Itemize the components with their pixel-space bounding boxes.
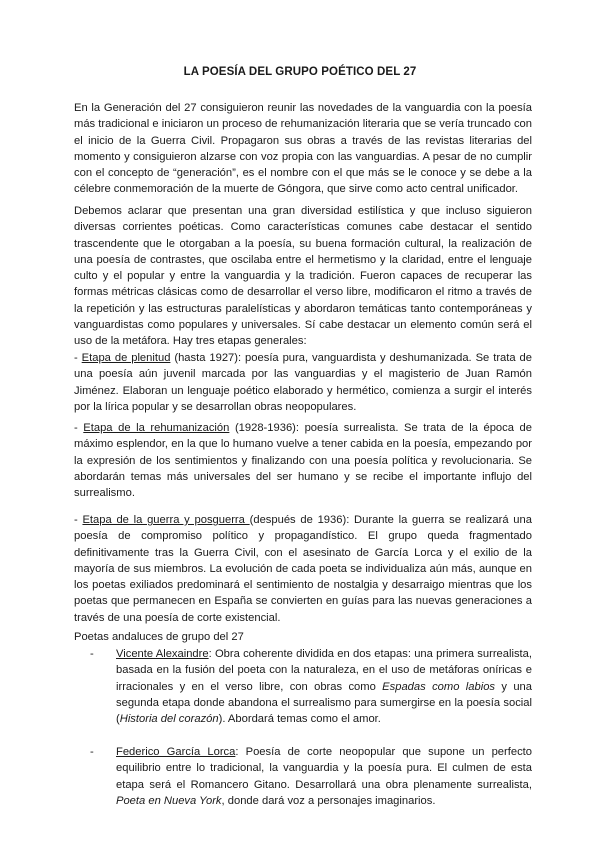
list-dash: - <box>90 648 94 660</box>
stage-plenitud-paragraph <box>74 350 532 415</box>
stage-rehumanizacion-name: Etapa de la rehumanización <box>83 422 230 434</box>
stage-guerra-name: Etapa de la guerra y posguerra <box>82 514 250 526</box>
poet-description: : Obra coherente dividida en dos etapas: una primera surrealista, basada en la fusión del poeta con la naturaleza, en el uso de metáforas oníricas e irracionales y en el verso libre, con obras como <box>116 648 532 693</box>
stage-rehumanizacion-text: (1928-1936): poesía surrealista. Se trata de la época de máximo esplendor, en la que lo humano vuelve a tener cabida en la poesía, empezando por la expresión de los sentimientos y finalizando con una poesía política y revolucionaria. Se abordarán temas más universales del ser humano y se recibe el importante influjo del surrealismo. <box>74 422 532 500</box>
list-item-text <box>116 744 532 809</box>
intro-paragraph: En la Generación del 27 consiguieron reunir las novedades de la vanguardia con la poesía más tradicional e iniciaron un proceso de rehumanización literaria que se vería truncado con el inicio de la Guerra Civil. Propagaron sus obras a través de las revistas literarias del momento y consiguieron alzarse con voz propia con las vanguardias. A pesar de no cumplir con el concepto de “generación”, es el nombre con el que más se le conoce y se debe a la célebre conmemoración de la muerte de Góngora, que sirve como acto central unificador. <box>74 102 532 196</box>
stage-guerra-text: (después de 1936): Durante la guerra se realizará una poesía de compromiso político y propagandístico. El grupo queda fragmentado definitivamente tras la Guerra Civil, con el asesinato de García Lorca y el exilio de la mayoría de sus miembros. La evolución de cada poeta se individualiza aún más, aunque en los poetas exiliados predominará el sentimiento de nostalgia y desarraigo mientras que los poetas que permanecen en España se convierten en guías para las nuevas generaciones a través de una poesía de corte existencial. <box>74 514 532 624</box>
stage-prefix: - <box>74 352 82 364</box>
poet-name: Vicente Alexaindre <box>116 648 209 660</box>
stage-prefix: - <box>74 514 83 526</box>
poets-list-heading: Poetas andaluces de grupo del 27 <box>74 631 244 643</box>
work-title: Poeta en Nueva York <box>116 794 222 807</box>
poet-description: , donde dará voz a personajes imaginarios. <box>221 794 436 807</box>
stage-guerra-paragraph <box>74 512 532 626</box>
stage-rehumanizacion-paragraph <box>74 420 532 501</box>
stage-prefix: - <box>74 422 84 434</box>
poet-description: y una segunda etapa donde abandona el surrealismo para sumergirse en la poesía social ( <box>116 680 532 726</box>
list-dash: - <box>90 746 94 758</box>
stage-plenitud-text: (hasta 1927): poesía pura, vanguardista y deshumanizada. Se trata de una poesía aún juvenil marcada por las vanguardias y el magisterio de Juan Ramón Jiménez. Elaboran un lenguaje poético elaborado y hermético, comienza a surgir el interés por la lírica popular y se desarrollan obras neopopulares. <box>74 352 532 413</box>
work-title: Espadas como labios <box>382 680 496 693</box>
page-title: LA POESÍA DEL GRUPO POÉTICO DEL 27 <box>183 66 417 78</box>
stage-plenitud-name: Etapa de plenitud <box>81 352 171 364</box>
poet-name: Federico García Lorca <box>116 746 236 758</box>
poet-description: : Poesía de corte neopopular que supone un perfecto equilibrio entre lo tradicional, la vanguardia y la poesía pura. El culmen de esta etapa será el Romancero Gitano. Desarrollará una obra plenamente surrealista, <box>116 746 532 791</box>
list-item-text <box>116 646 532 727</box>
characteristics-paragraph: Debemos aclarar que presentan una gran diversidad estilística y que incluso siguieron diversas corrientes poéticas. Como características comunes cabe destacar el sentido trascendente que le otorgaban a la poesía, su buena formación cultural, la realización de una poesía de contrastes, que oscilaba entre el hermetismo y la claridad, entre el lenguaje culto y el popular y entre la vanguardia y la tradición. Fueron capaces de recuperar las formas métricas clásicas como de desarrollar el verso libre, modificaron el ritmo a través de la repetición y las estructuras paralelísticas y abordaron temáticas tanto contemporáneas y vanguardistas como populares y universales. Sí cabe destacar un elemento común será el uso de la metáfora. Hay tres etapas generales: <box>74 205 532 348</box>
list-item-aleixandre <box>90 646 532 727</box>
work-title: Historia del corazón <box>119 713 219 726</box>
list-item-lorca <box>90 744 532 809</box>
poet-description: ). Abordará temas como el amor. <box>218 713 381 726</box>
